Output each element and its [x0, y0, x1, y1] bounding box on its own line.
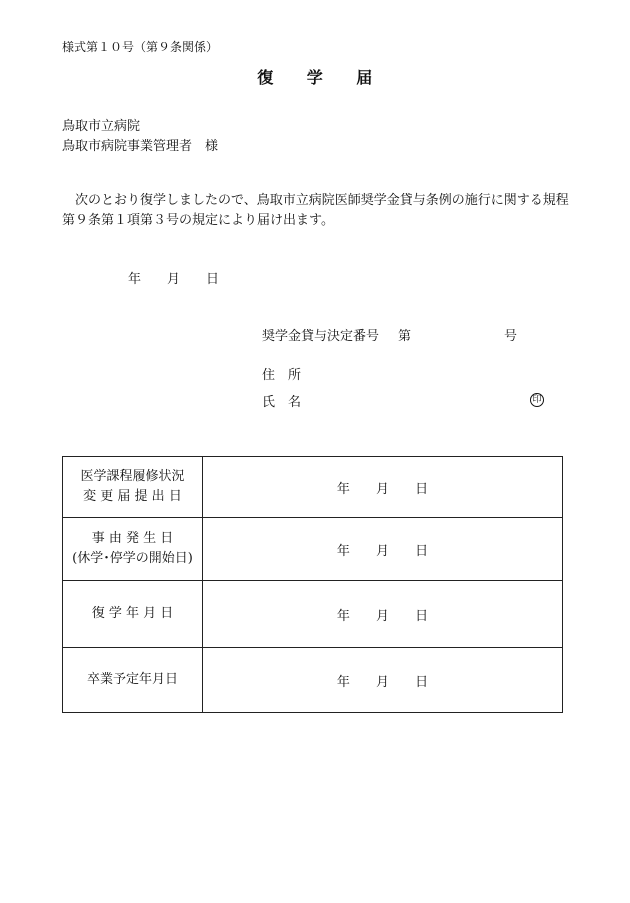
row-label-line: 卒業予定年月日: [86, 672, 178, 687]
row-label-line: 復 学 年 月 日: [91, 606, 174, 621]
row-value: 年 月 日: [203, 581, 563, 648]
row-label: [63, 648, 203, 713]
form-number: 様式第１０号（第９条関係）: [62, 40, 219, 54]
name-label: 氏 名: [262, 395, 302, 410]
row-label: [63, 581, 203, 648]
row-value: 年 月 日: [203, 648, 563, 713]
page-title: 復 学 届: [257, 68, 373, 87]
table-row: [63, 518, 563, 581]
row-value: 年 月 日: [203, 518, 563, 581]
row-label: [63, 457, 203, 518]
row-label-line: 医学課程履修状況: [80, 469, 185, 484]
row-label-line: 変 更 届 提 出 日: [83, 489, 182, 504]
addressee-hospital: 鳥取市立病院: [62, 119, 141, 134]
notice-body-text: 次のとおり復学しましたので、鳥取市立病院医師奨学金貸与条例の施行に関する規程第９条第１項第３号の規定により届け出ます。: [62, 193, 569, 228]
table-row: [63, 457, 563, 518]
decision-number-label: 奨学金貸与決定番号: [262, 329, 380, 344]
submission-date: 年 月 日: [128, 272, 220, 287]
decision-number-suffix: 号: [504, 329, 518, 344]
addressee-manager: 鳥取市病院事業管理者 様: [62, 139, 219, 154]
row-label: [63, 518, 203, 581]
info-table: [62, 456, 563, 713]
decision-number-prefix: 第: [398, 329, 412, 344]
address-label: 住 所: [262, 368, 302, 383]
table-row: [63, 648, 563, 713]
row-value: 年 月 日: [203, 457, 563, 518]
table-row: [63, 581, 563, 648]
row-label-line: 事 由 発 生 日: [91, 531, 174, 546]
seal-mark-icon: 印: [530, 393, 544, 407]
row-label-line: (休学･停学の開始日): [72, 551, 193, 566]
